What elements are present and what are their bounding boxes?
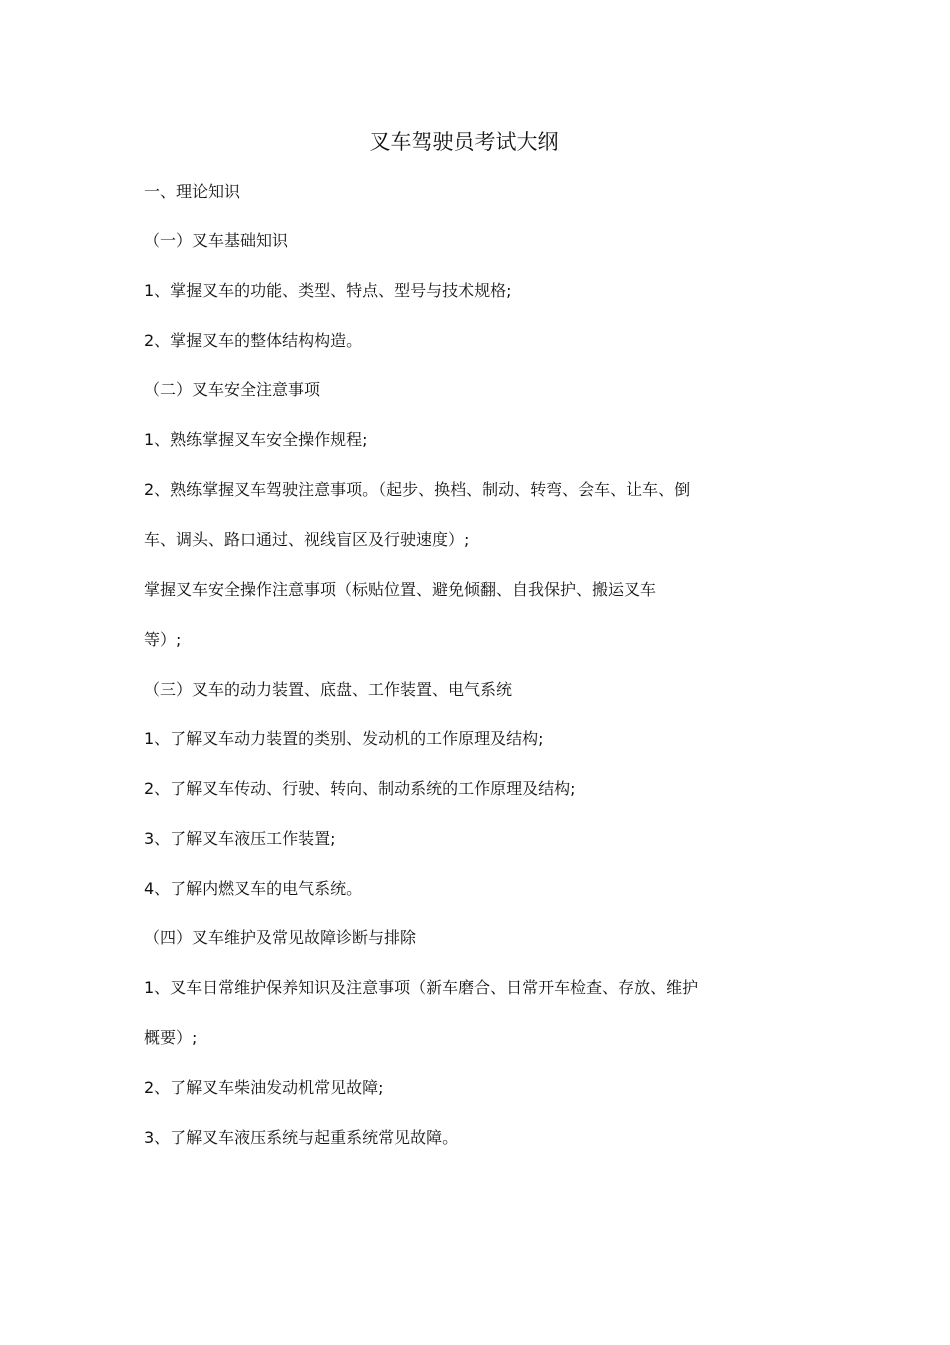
section-heading: 一、理论知识 — [144, 182, 241, 201]
list-item: 4、了解内燃叉车的电气系统。 — [144, 879, 363, 898]
list-item: 1、掌握叉车的功能、类型、特点、型号与技术规格; — [144, 281, 512, 300]
subsection-heading: （一）叉车基础知识 — [144, 231, 289, 250]
paragraph-continuation: 等）; — [144, 630, 182, 649]
list-item: 2、掌握叉车的整体结构构造。 — [144, 331, 363, 350]
list-item: 1、熟练掌握叉车安全操作规程; — [144, 430, 368, 449]
paragraph: 掌握叉车安全操作注意事项（标贴位置、避免倾翻、自我保护、搬运叉车 — [144, 580, 657, 599]
subsection-heading: （二）叉车安全注意事项 — [144, 380, 321, 399]
subsection-heading: （四）叉车维护及常见故障诊断与排除 — [144, 928, 417, 947]
document-title: 叉车驾驶员考试大纲 — [369, 130, 559, 154]
list-item-continuation: 概要）; — [144, 1028, 198, 1047]
list-item: 3、了解叉车液压系统与起重系统常见故障。 — [144, 1128, 459, 1147]
list-item: 2、了解叉车柴油发动机常见故障; — [144, 1078, 384, 1097]
list-item: 2、熟练掌握叉车驾驶注意事项。（起步、换档、制动、转弯、会车、让车、倒 — [144, 480, 691, 499]
list-item: 1、叉车日常维护保养知识及注意事项（新车磨合、日常开车检查、存放、维护 — [144, 978, 699, 997]
list-item: 3、了解叉车液压工作装置; — [144, 829, 336, 848]
list-item-continuation: 车、调头、路口通过、视线盲区及行驶速度）; — [144, 530, 470, 549]
list-item: 2、了解叉车传动、行驶、转向、制动系统的工作原理及结构; — [144, 779, 576, 798]
list-item: 1、了解叉车动力装置的类别、发动机的工作原理及结构; — [144, 729, 544, 748]
subsection-heading: （三）叉车的动力装置、底盘、工作装置、电气系统 — [144, 680, 513, 699]
